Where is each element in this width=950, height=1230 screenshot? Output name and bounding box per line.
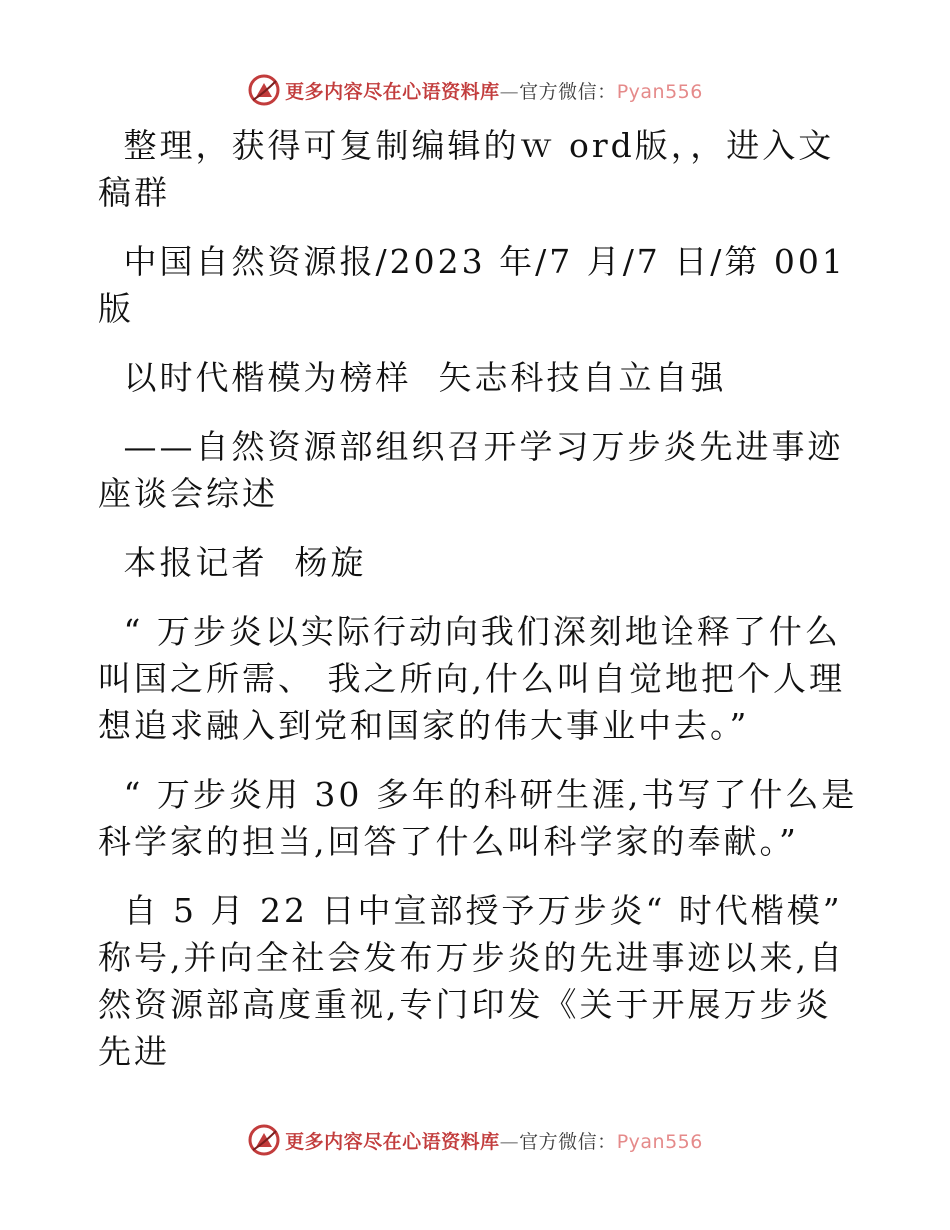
- body-paragraph: 自 5 月 22 日中宣部授予万步炎“ 时代楷模” 称号,并向全社会发布万步炎的先进事迹以来,自然资源部高度重视,专门印发《关于开展万步炎先进: [98, 891, 857, 1071]
- article-title: 以时代楷模为榜样 矢志科技自立自强: [110, 358, 727, 397]
- quote-paragraph-2: “ 万步炎用 30 多年的科研生涯,书写了什么是科学家的担当,回答了什么叫科学家的奉献。”: [98, 775, 858, 861]
- seal-logo-icon: [247, 73, 281, 107]
- banner-wechat-id: Pyan556: [616, 80, 703, 103]
- banner-text: [285, 1127, 703, 1154]
- banner-wechat-id: Pyan556: [616, 1130, 703, 1153]
- header-watermark-banner: [0, 70, 950, 110]
- banner-wechat-label: 官方微信：: [519, 80, 617, 103]
- document-body: [98, 122, 858, 1097]
- banner-text: [285, 77, 703, 104]
- intro-paragraph: 整理，获得可复制编辑的ｗ ord版，，进入文稿群: [98, 126, 835, 212]
- banner-main-text: 更多内容尽在心语资料库: [285, 1130, 500, 1153]
- article-subtitle: ——自然资源部组织召开学习万步炎先进事迹座谈会综述: [98, 427, 844, 513]
- banner-separator: —: [499, 80, 520, 103]
- byline: 本报记者 杨旋: [110, 543, 367, 582]
- footer-watermark-banner: [0, 1120, 950, 1160]
- quote-paragraph-1: “ 万步炎以实际行动向我们深刻地诠释了什么叫国之所需、 我之所向,什么叫自觉地把个人理想追求融入到党和国家的伟大事业中去。”: [98, 612, 845, 745]
- banner-main-text: 更多内容尽在心语资料库: [285, 80, 500, 103]
- banner-separator: —: [499, 1130, 520, 1153]
- seal-logo-icon: [247, 1123, 281, 1157]
- banner-wechat-label: 官方微信：: [519, 1130, 617, 1153]
- source-line: 中国自然资源报/2023 年/7 月/7 日/第 001 版: [98, 242, 860, 328]
